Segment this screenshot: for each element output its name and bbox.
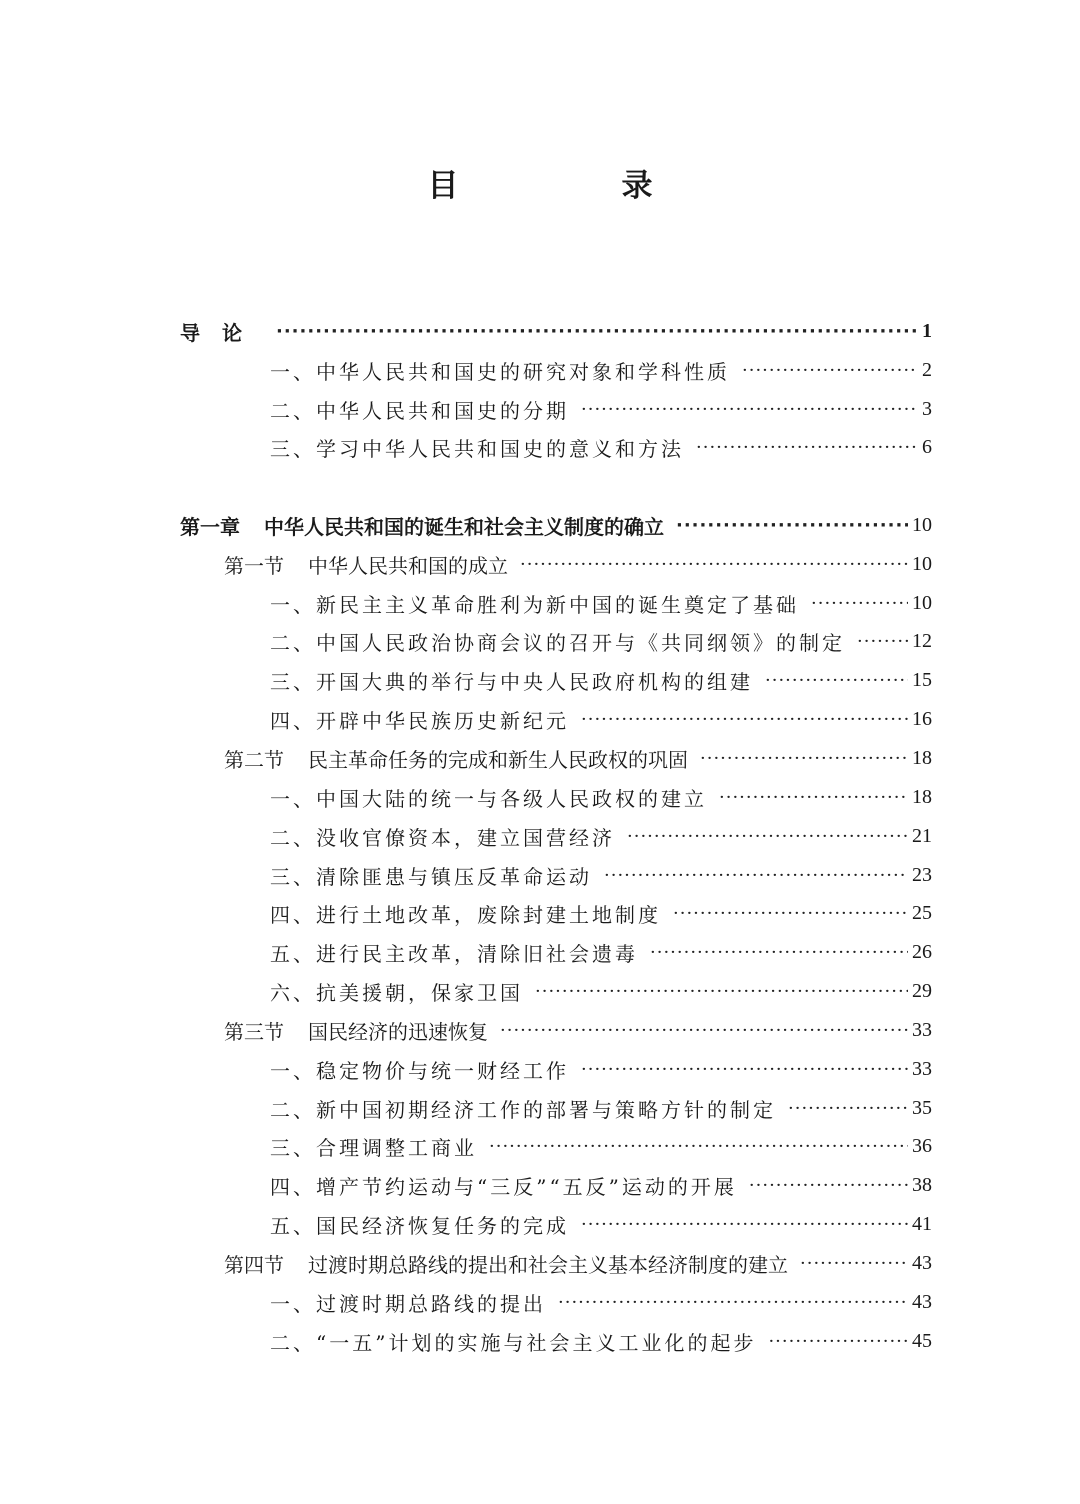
leader-dots: [788, 1098, 908, 1119]
leader-dots: [581, 709, 908, 730]
toc-label: 六、抗美援朝，保家卫国: [270, 981, 523, 1005]
chapter-number: 第一章: [180, 515, 240, 539]
toc-label: 二、没收官僚资本，建立国营经济: [270, 826, 615, 850]
toc-label: 二、“一五”计划的实施与社会主义工业化的起步: [270, 1331, 757, 1355]
toc-label: 三、开国大典的举行与中央人民政府机构的组建: [270, 670, 753, 694]
toc-page-number: 45: [912, 1330, 932, 1352]
toc-item[interactable]: [270, 1127, 932, 1166]
toc-item[interactable]: [270, 1205, 932, 1244]
toc-label: 二、中国人民政治协商会议的召开与《共同纲领》的制定: [270, 631, 845, 655]
toc-item[interactable]: [270, 428, 932, 467]
leader-dots: [581, 399, 918, 420]
leader-dots: [857, 631, 908, 652]
toc-label: 一、中国大陆的统一与各级人民政权的建立: [270, 787, 707, 811]
toc-item[interactable]: [270, 894, 932, 933]
leader-dots: [768, 1331, 908, 1352]
toc-item[interactable]: [270, 933, 932, 972]
toc-section[interactable]: [224, 1011, 932, 1050]
toc-section[interactable]: [224, 739, 932, 778]
leader-dots: [581, 1059, 908, 1080]
toc-label: 五、进行民主改革，清除旧社会遗毒: [270, 942, 638, 966]
toc-page-number: 25: [912, 902, 932, 924]
toc-label: 三、学习中华人民共和国史的意义和方法: [270, 437, 684, 461]
leader-dots: [604, 865, 908, 886]
toc-page-number: 3: [922, 398, 932, 420]
toc-item[interactable]: [270, 1050, 932, 1089]
page-title: 目 录: [427, 168, 719, 204]
section-title: 民主革命任务的完成和新生人民政权的巩固: [308, 748, 688, 772]
leader-dots: [719, 787, 908, 808]
leader-dots: [627, 826, 908, 847]
chapter-title: 中华人民共和国的诞生和社会主义制度的确立: [264, 515, 664, 539]
toc-page-number: 41: [912, 1213, 932, 1235]
toc-label: 三、合理调整工商业: [270, 1136, 477, 1160]
section-title: 中华人民共和国的成立: [308, 554, 508, 578]
section-title: 国民经济的迅速恢复: [308, 1020, 488, 1044]
leader-dots: [489, 1136, 908, 1157]
leader-dots: [581, 1214, 908, 1235]
toc-page-number: 6: [922, 436, 932, 458]
toc-label: 三、清除匪患与镇压反革命运动: [270, 865, 592, 889]
toc-page-number: 12: [912, 630, 932, 652]
leader-dots: [673, 903, 908, 924]
toc-page-number: 16: [912, 708, 932, 730]
leader-dots: [749, 1175, 908, 1196]
toc-page-number: 29: [912, 980, 932, 1002]
toc-page-number: 10: [912, 592, 932, 614]
leader-dots: [650, 942, 908, 963]
leader-dots: [558, 1292, 908, 1313]
section-number: 第二节: [224, 748, 284, 772]
leader-dots: [742, 360, 918, 381]
toc-item[interactable]: [270, 1322, 932, 1361]
leader-dots: [696, 437, 918, 458]
leader-dots: [520, 554, 908, 575]
toc-label: 二、新中国初期经济工作的部署与策略方针的制定: [270, 1098, 776, 1122]
toc-page-number: 43: [912, 1252, 932, 1274]
toc-item[interactable]: [270, 661, 932, 700]
toc-page-number: 15: [912, 669, 932, 691]
toc-item[interactable]: [270, 856, 932, 895]
toc-label: 一、中华人民共和国史的研究对象和学科性质: [270, 360, 730, 384]
leader-dots: [276, 321, 918, 342]
leader-dots: [800, 1253, 908, 1274]
section-number: 第四节: [224, 1253, 284, 1277]
toc-item[interactable]: [270, 700, 932, 739]
toc-label: 一、过渡时期总路线的提出: [270, 1292, 546, 1316]
toc-item[interactable]: [270, 351, 932, 390]
toc-item[interactable]: [270, 584, 932, 623]
toc-page-number: 10: [912, 514, 932, 536]
toc-page-number: 38: [912, 1174, 932, 1196]
toc-page-number: 33: [912, 1019, 932, 1041]
toc-label: 四、增产节约运动与“三反”“五反”运动的开展: [270, 1175, 737, 1199]
toc-page-number: 23: [912, 864, 932, 886]
toc-intro[interactable]: [180, 312, 932, 351]
toc-page-number: 1: [922, 320, 932, 342]
toc-label: 导论: [180, 321, 264, 345]
leader-dots: [676, 515, 908, 536]
section-number: 第三节: [224, 1020, 284, 1044]
toc-label: 四、进行土地改革，废除封建土地制度: [270, 903, 661, 927]
toc-item[interactable]: [270, 1089, 932, 1128]
section-title: 过渡时期总路线的提出和社会主义基本经济制度的建立: [308, 1253, 788, 1277]
toc-item[interactable]: [270, 817, 932, 856]
toc-label: 二、中华人民共和国史的分期: [270, 399, 569, 423]
toc-page-number: 36: [912, 1135, 932, 1157]
toc-item[interactable]: [270, 778, 932, 817]
toc-page-number: 26: [912, 941, 932, 963]
toc-section[interactable]: [224, 545, 932, 584]
toc-label: 四、开辟中华民族历史新纪元: [270, 709, 569, 733]
toc-item[interactable]: [270, 390, 932, 429]
toc-label: 一、新民主主义革命胜利为新中国的诞生奠定了基础: [270, 593, 799, 617]
toc-page-number: 18: [912, 786, 932, 808]
section-number: 第一节: [224, 554, 284, 578]
toc-section[interactable]: [224, 1244, 932, 1283]
leader-dots: [535, 981, 908, 1002]
toc-label: 五、国民经济恢复任务的完成: [270, 1214, 569, 1238]
toc-item[interactable]: [270, 622, 932, 661]
toc-item[interactable]: [270, 972, 932, 1011]
toc-label: 一、稳定物价与统一财经工作: [270, 1059, 569, 1083]
toc-page-number: 35: [912, 1097, 932, 1119]
toc-page-number: 18: [912, 747, 932, 769]
leader-dots: [765, 670, 908, 691]
toc-page-number: 43: [912, 1291, 932, 1313]
leader-dots: [700, 748, 908, 769]
leader-dots: [811, 593, 908, 614]
toc-item[interactable]: [270, 1283, 932, 1322]
toc-page-number: 10: [912, 553, 932, 575]
toc-page-number: 21: [912, 825, 932, 847]
toc-chapter[interactable]: [180, 506, 932, 545]
leader-dots: [500, 1020, 908, 1041]
toc-page-number: 2: [922, 359, 932, 381]
toc-page-number: 33: [912, 1058, 932, 1080]
toc-item[interactable]: [270, 1166, 932, 1205]
